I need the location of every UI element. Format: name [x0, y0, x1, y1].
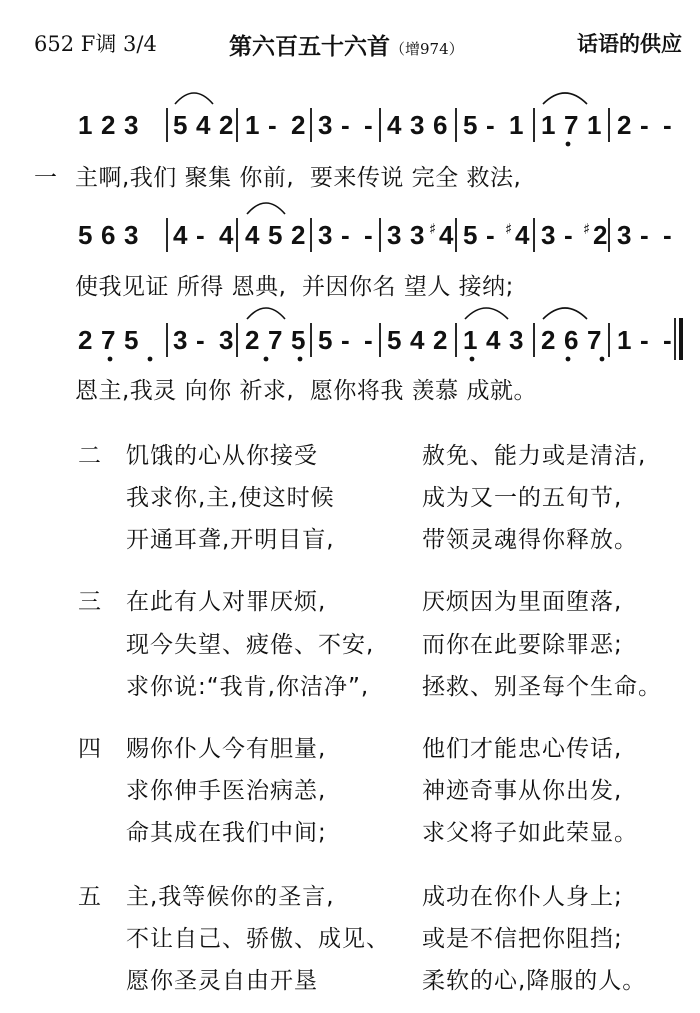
note-glyph: 6 — [101, 220, 116, 250]
measure-2-4 — [318, 220, 373, 250]
measure-1-1 — [78, 110, 138, 140]
slur-arc — [543, 308, 587, 319]
verse-number-5: 五 — [78, 884, 101, 910]
measure-1-7 — [541, 110, 601, 140]
verse-4-line-3-b: 求父将子如此荣显。 — [422, 820, 638, 846]
note-glyph: 1 — [541, 110, 556, 140]
note-glyph: - — [364, 110, 373, 140]
note-glyph: 5 — [124, 325, 139, 355]
hymn-title-note: （增974） — [390, 40, 464, 58]
note-glyph: 3 — [509, 325, 524, 355]
low-octave-dot — [566, 357, 571, 362]
note-glyph: - — [268, 110, 277, 140]
note-glyph: 2 — [433, 325, 448, 355]
note-glyph: - — [486, 220, 495, 250]
measure-3-2 — [173, 325, 233, 355]
low-octave-dot — [566, 142, 571, 147]
slur-arc — [465, 308, 508, 319]
note-glyph: 4 — [245, 220, 260, 250]
note-glyph: - — [341, 325, 350, 355]
slur-arc — [247, 308, 285, 319]
note-glyph: 3 — [318, 220, 333, 250]
note-glyph: - — [640, 110, 649, 140]
low-octave-dot — [264, 357, 269, 362]
note-glyph: 3 — [318, 110, 333, 140]
measure-2-6 — [463, 220, 530, 250]
note-glyph: 4 — [515, 220, 530, 250]
note-glyph: - — [196, 220, 205, 250]
measure-3-7 — [541, 325, 601, 355]
note-glyph: 5 — [463, 110, 478, 140]
verse-2-line-2-b: 成为又一的五旬节, — [422, 485, 623, 511]
verse-4-line-1-b: 他们才能忠心传话, — [422, 736, 623, 762]
note-glyph: 3 — [219, 325, 234, 355]
note-glyph: 2 — [245, 325, 260, 355]
note-glyph: - — [663, 220, 672, 250]
note-glyph: 4 — [196, 110, 211, 140]
note-glyph: 6 — [433, 110, 448, 140]
note-glyph: 5 — [463, 220, 478, 250]
note-glyph: 2 — [219, 110, 234, 140]
verse-4-line-1-a: 赐你仆人今有胆量, — [126, 736, 327, 762]
measure-2-2 — [173, 220, 234, 250]
note-glyph: 3 — [410, 220, 425, 250]
note-glyph: 4 — [486, 325, 501, 355]
note-glyph: 3 — [124, 220, 139, 250]
measure-3-8 — [617, 325, 672, 355]
verse-4-line-3-a: 命其成在我们中间; — [126, 820, 327, 846]
measure-3-6 — [463, 325, 523, 355]
note-glyph: 2 — [593, 220, 608, 250]
measure-2-1 — [78, 220, 138, 250]
verse-5-line-3-b: 柔软的心,降服的人。 — [422, 968, 647, 994]
note-glyph: - — [364, 325, 373, 355]
note-glyph: 3 — [617, 220, 632, 250]
measure-2-3 — [245, 220, 305, 250]
verse-2-line-1-a: 饥饿的心从你接受 — [126, 443, 318, 469]
note-glyph: 7 — [268, 325, 283, 355]
measure-1-4 — [318, 110, 373, 140]
note-glyph: 2 — [291, 110, 306, 140]
notation-line-1 — [78, 93, 672, 146]
note-glyph: - — [663, 110, 672, 140]
note-glyph: 1 — [78, 110, 93, 140]
note-glyph: 6 — [564, 325, 579, 355]
verse-3-line-1-a: 在此有人对罪厌烦, — [126, 589, 327, 615]
hymn-title-text: 第六百五十六首 — [229, 33, 390, 60]
note-glyph: 3 — [541, 220, 556, 250]
measure-1-5 — [387, 110, 447, 140]
note-glyph: 1 — [617, 325, 632, 355]
measure-2-7 — [541, 220, 607, 250]
measure-2-5 — [387, 220, 454, 250]
verse-5-line-1-a: 主,我等候你的圣言, — [126, 884, 335, 910]
measure-3-3 — [245, 325, 305, 355]
lyric-line-2: 使我见证 所得 恩典, 并因你名 望人 接纳; — [75, 274, 514, 300]
measure-3-1 — [78, 325, 138, 355]
note-glyph: 5 — [173, 110, 188, 140]
note-glyph: 2 — [101, 110, 116, 140]
slur-arc — [543, 93, 587, 104]
note-glyph: 2 — [78, 325, 93, 355]
verse-2-line-2-a: 我求你,主,使这时候 — [126, 485, 335, 511]
note-glyph: - — [341, 110, 350, 140]
verse-3-line-2-a: 现今失望、疲倦、不安, — [126, 632, 375, 658]
slur-arc — [175, 93, 213, 104]
lyric-line-1: 主啊,我们 聚集 你前, 要来传说 完全 救法, — [75, 165, 522, 191]
sharp-sign: ♯ — [505, 220, 513, 238]
note-glyph: 3 — [387, 220, 402, 250]
verse-2-line-1-b: 赦免、能力或是清洁, — [422, 443, 647, 469]
verse-4-line-2-b: 神迹奇事从你出发, — [422, 778, 623, 804]
note-glyph: 5 — [78, 220, 93, 250]
note-glyph: - — [663, 325, 672, 355]
verse-2-line-3-a: 开通耳聋,开明目盲, — [126, 527, 335, 553]
note-glyph: - — [341, 220, 350, 250]
measure-1-3 — [245, 110, 305, 140]
measure-1-2 — [173, 110, 233, 140]
slur-arc — [247, 203, 285, 214]
measure-3-5 — [387, 325, 447, 355]
verse-number-3: 三 — [78, 589, 101, 615]
lyric-line-3: 恩主,我灵 向你 祈求, 愿你将我 羡慕 成就。 — [75, 378, 537, 404]
notation-line-3 — [78, 308, 681, 361]
verse-3-line-2-b: 而你在此要除罪恶; — [422, 632, 623, 658]
note-glyph: 1 — [245, 110, 260, 140]
note-glyph: 1 — [509, 110, 524, 140]
verse-number-2: 二 — [78, 443, 101, 469]
measure-3-4 — [318, 325, 373, 355]
verse-5-line-1-b: 成功在你仆人身上; — [422, 884, 623, 910]
notation-line-2 — [78, 203, 672, 252]
low-octave-dot — [470, 357, 475, 362]
low-octave-dot — [298, 357, 303, 362]
note-glyph: 5 — [268, 220, 283, 250]
hymn-number-key-meter: 652 F调 3/4 — [34, 32, 157, 56]
measure-2-8 — [617, 220, 672, 250]
note-glyph: - — [640, 325, 649, 355]
note-glyph: 2 — [617, 110, 632, 140]
verse-number-4: 四 — [78, 736, 101, 762]
note-glyph: 2 — [291, 220, 306, 250]
verse-5-line-2-b: 或是不信把你阻挡; — [422, 926, 623, 952]
note-glyph: 7 — [564, 110, 579, 140]
note-glyph: 5 — [291, 325, 306, 355]
note-glyph: 4 — [173, 220, 188, 250]
verse-5-line-2-a: 不让自己、骄傲、成见、 — [126, 926, 390, 952]
sharp-sign: ♯ — [429, 220, 437, 238]
note-glyph: - — [364, 220, 373, 250]
note-glyph: 4 — [439, 220, 454, 250]
note-glyph: 2 — [541, 325, 556, 355]
note-glyph: 3 — [410, 110, 425, 140]
hymn-subtitle: 话语的供应 — [577, 31, 682, 56]
verse-5-line-3-a: 愿你圣灵自由开垦 — [126, 968, 318, 994]
low-octave-dot — [600, 357, 605, 362]
note-glyph: 3 — [173, 325, 188, 355]
note-glyph: - — [486, 110, 495, 140]
note-glyph: - — [196, 325, 205, 355]
verse-3-line-1-b: 厌烦因为里面堕落, — [422, 589, 623, 615]
note-glyph: 5 — [387, 325, 402, 355]
note-glyph: - — [640, 220, 649, 250]
low-octave-dot — [148, 357, 153, 362]
note-glyph: 4 — [387, 110, 402, 140]
measure-1-6 — [463, 110, 523, 140]
verse-3-line-3-a: 求你说:“我肯,你洁净”, — [126, 674, 370, 700]
note-glyph: 5 — [318, 325, 333, 355]
verse-2-line-3-b: 带领灵魂得你释放。 — [422, 527, 638, 553]
note-glyph: 1 — [587, 110, 602, 140]
numbered-notation-score — [0, 0, 700, 400]
verse-3-line-3-b: 拯救、别圣每个生命。 — [422, 674, 662, 700]
note-glyph: 4 — [219, 220, 234, 250]
note-glyph: 4 — [410, 325, 425, 355]
note-glyph: 7 — [101, 325, 116, 355]
verse-4-line-2-a: 求你伸手医治病恙, — [126, 778, 327, 804]
note-glyph: 7 — [587, 325, 602, 355]
low-octave-dot — [108, 357, 113, 362]
measure-1-8 — [617, 110, 672, 140]
verse-number-1: 一 — [34, 165, 57, 191]
sharp-sign: ♯ — [583, 220, 591, 238]
note-glyph: 1 — [463, 325, 478, 355]
note-glyph: 3 — [124, 110, 139, 140]
note-glyph: - — [564, 220, 573, 250]
